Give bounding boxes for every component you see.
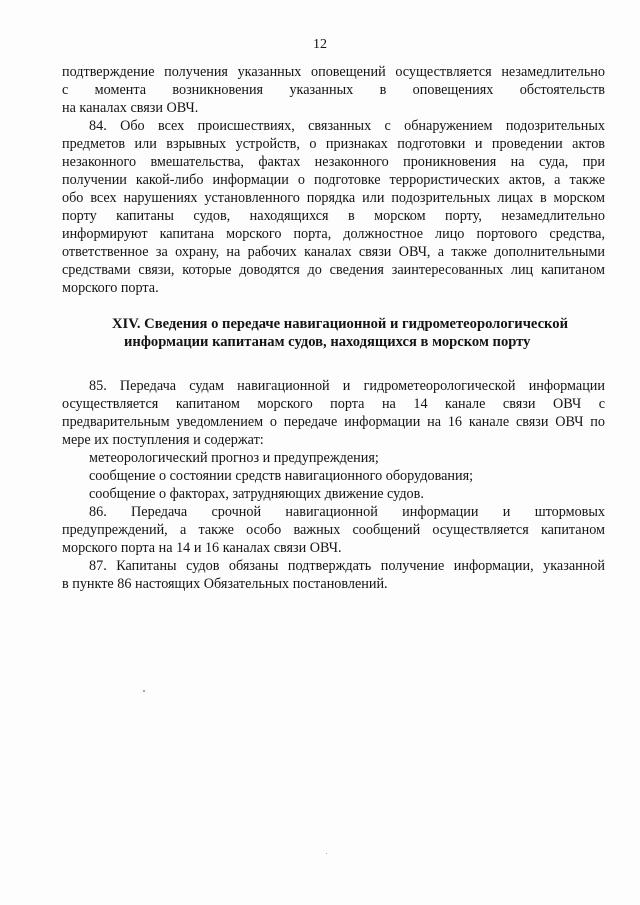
scan-speck <box>326 853 327 854</box>
section-heading-line-2: информации капитанам судов, находящихся в морском порту <box>124 334 531 350</box>
paragraph-86-line-3: морского порта на 14 и 16 каналах связи ОВЧ. <box>62 540 342 556</box>
list-item: сообщение о факторах, затрудняющих движение судов. <box>89 486 424 502</box>
page-number: 12 <box>313 37 327 52</box>
paragraph-84-line-6: порту капитаны судов, находящихся в морском порту, незамедлительно <box>62 208 605 224</box>
paragraph-86-line-2: предупреждений, а также особо важных сообщений осуществляется капитаном <box>62 522 605 538</box>
paragraph-84-line-1: 84. Обо всех происшествиях, связанных с обнаружением подозрительных <box>89 118 605 134</box>
paragraph-84-line-5: обо всех нарушениях установленного порядка или подозрительных лицах в морском <box>62 190 605 206</box>
paragraph-87-line-1: 87. Капитаны судов обязаны подтверждать получение информации, указанной <box>89 558 605 574</box>
paragraph-84-line-3: незаконного вмешательства, фактах незаконного проникновения на суда, при <box>62 154 605 170</box>
paragraph-83-line-1: подтверждение получения указанных оповещений осуществляется незамедлительно <box>62 64 605 80</box>
paragraph-84-line-7: информируют капитана морского порта, должностное лицо портового средства, <box>62 226 605 242</box>
paragraph-86-line-1: 86. Передача срочной навигационной информации и штормовых <box>89 504 605 520</box>
paragraph-87-line-2: в пункте 86 настоящих Обязательных постановлений. <box>62 576 388 592</box>
list-item: сообщение о состоянии средств навигационного оборудования; <box>89 468 474 484</box>
paragraph-83-line-2: с момента возникновения указанных в оповещениях обстоятельств <box>62 82 605 98</box>
scan-speck <box>143 690 145 692</box>
paragraph-85-line-1: 85. Передача судам навигационной и гидрометеорологической информации <box>89 378 605 394</box>
paragraph-84-line-4: получении какой-либо информации о подготовке террористических актов, а также <box>62 172 605 188</box>
list-item: метеорологический прогноз и предупреждения; <box>89 450 379 466</box>
paragraph-84-line-9: средствами связи, которые доводятся до сведения заинтересованных лиц капитаном <box>62 262 605 278</box>
paragraph-84-line-2: предметов или взрывных устройств, о признаках подготовки и проведении актов <box>62 136 605 152</box>
paragraph-84-line-10: морского порта. <box>62 280 159 296</box>
paragraph-83-line-3: на каналах связи ОВЧ. <box>62 100 199 116</box>
paragraph-85-line-2: осуществляется капитаном морского порта на 14 канале связи ОВЧ с <box>62 396 605 412</box>
paragraph-85-line-3: предварительным уведомлением о передаче информации на 16 канале связи ОВЧ по <box>62 414 605 430</box>
section-heading-line-1: XIV. Сведения о передаче навигационной и гидрометеорологической <box>112 316 568 332</box>
paragraph-84-line-8: ответственное за охрану, на рабочих каналах связи ОВЧ, а также дополнительными <box>62 244 605 260</box>
paragraph-85-line-4: мере их поступления и содержат: <box>62 432 264 448</box>
